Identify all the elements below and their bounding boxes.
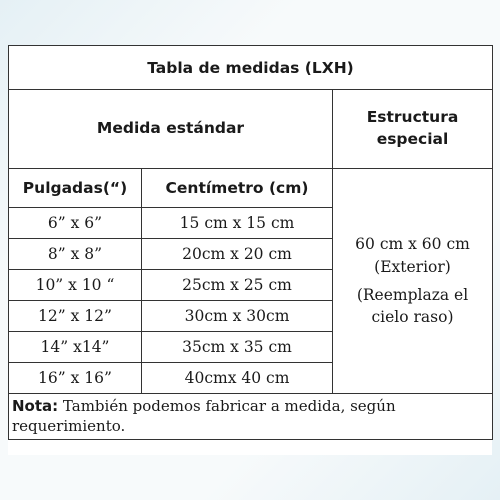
row-inches: 12” x 12” bbox=[9, 301, 142, 332]
special-exterior: (Exterior) bbox=[374, 257, 451, 276]
special-replace-line1: (Reemplaza el bbox=[356, 286, 469, 304]
special-structure-cell bbox=[333, 169, 493, 394]
row-cm: 40cmx 40 cm bbox=[142, 363, 333, 394]
header-standard: Medida estándar bbox=[9, 90, 333, 169]
header-special-line2: especial bbox=[376, 130, 449, 148]
row-cm: 25cm x 25 cm bbox=[142, 270, 333, 301]
note-text: También podemos fabricar a medida, según requerimiento. bbox=[12, 397, 396, 435]
row-inches: 6” x 6” bbox=[9, 208, 142, 239]
table-title: Tabla de medidas (LXH) bbox=[9, 46, 493, 90]
row-cm: 20cm x 20 cm bbox=[142, 239, 333, 270]
row-cm: 35cm x 35 cm bbox=[142, 332, 333, 363]
measurements-table bbox=[8, 45, 493, 440]
row-inches: 14” x14” bbox=[9, 332, 142, 363]
header-special bbox=[333, 90, 493, 169]
special-size: 60 cm x 60 cm bbox=[355, 235, 470, 254]
row-inches: 16” x 16” bbox=[9, 363, 142, 394]
row-inches: 8” x 8” bbox=[9, 239, 142, 270]
special-replace-line2: cielo raso) bbox=[371, 308, 454, 327]
measurements-table-container bbox=[8, 45, 492, 455]
header-special-line1: Estructura bbox=[366, 108, 459, 127]
note-label: Nota: bbox=[12, 397, 59, 415]
row-cm: 30cm x 30cm bbox=[142, 301, 333, 332]
row-cm: 15 cm x 15 cm bbox=[142, 208, 333, 239]
row-inches: 10” x 10 “ bbox=[9, 270, 142, 301]
column-header-inches: Pulgadas(“) bbox=[9, 169, 142, 208]
column-header-cm: Centímetro (cm) bbox=[142, 169, 333, 208]
note bbox=[9, 394, 493, 440]
